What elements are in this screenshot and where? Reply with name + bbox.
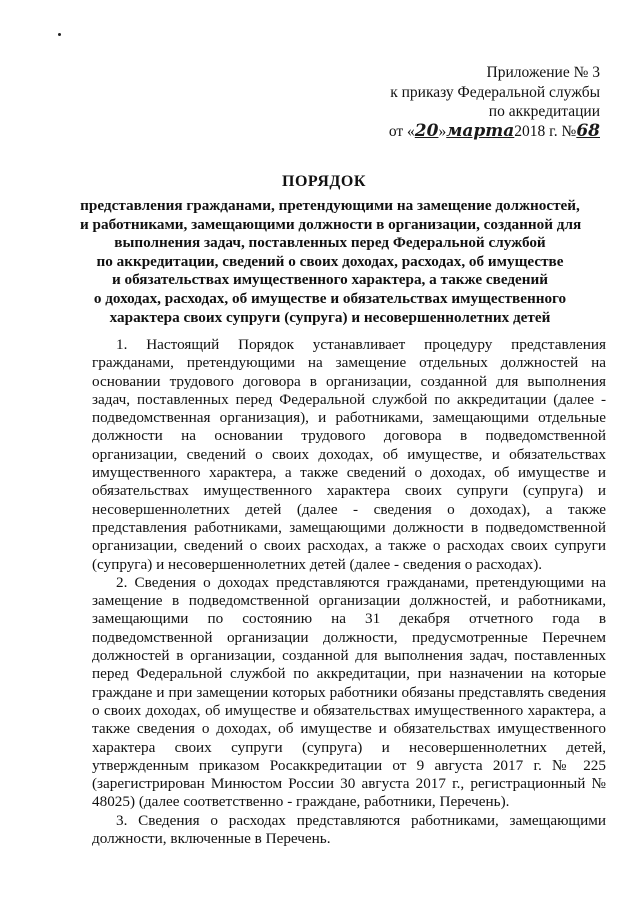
subtitle-line: и обязательствах имущественного характера, а также сведений bbox=[111, 271, 549, 289]
paragraph-1: 1. Настоящий Порядок устанавливает процедуру представления гражданами, претендующими на замещение отдельных должностей на основании трудового договора в организации, созданной для выполнения задач, поставленных перед Федеральной службой по аккредитации (далее - подведомственная организация), и работниками, замещающими отдельные должности на основании трудового договора в подведомственной организации, сведений о своих доходах, об имуществе, и обязательствах имущественного характера, а также сведений о доходах, об имуществе и обязательствах имущественного характера своих супруги (супруга) и несовершеннолетних детей (далее - сведения о доходах), а также представления работниками, замещающими должности в подведомственной организации, сведений о своих расходах, а также о расходах своих супруги (супруга) и несовершеннолетних детей (далее - сведения о расходах). bbox=[92, 336, 606, 573]
paragraph-2: 2. Сведения о доходах представляются гражданами, претендующими на замещение в подведомственной организации должностей, и работниками, замещающими по состоянию на 31 декабря отчетного года в подведомственной организации должности, предусмотренные Перечнем должностей в организации, созданной для выполнения задач, поставленных перед Федеральной службой по аккредитации, при назначении на которые граждане и при замещении которых работники обязаны представлять сведения о своих доходах, об имуществе и обязательствах имущественного характера, а также сведения о доходах, об имуществе и обязательствах имущественного характера своих супруги (супруга) и несовершеннолетних детей, утвержденным приказом Росаккредитации от 9 августа 2017 г. № 225 (зарегистрирован Минюстом России 30 августа 2017 г., регистрационный № 48025) (далее соответственно - граждане, работники, Перечень). bbox=[92, 573, 606, 811]
appendix-agency: по аккредитации bbox=[488, 103, 600, 120]
date-prefix: от « bbox=[388, 122, 415, 140]
subtitle-line: о доходах, расходах, об имуществе и обязательствах имущественного bbox=[93, 289, 567, 307]
date-quote: » bbox=[438, 122, 447, 140]
scan-dot-mark bbox=[58, 33, 61, 36]
appendix-number: Приложение № 3 bbox=[486, 64, 600, 81]
appendix-header bbox=[280, 63, 600, 141]
date-year: 2018 г. № bbox=[514, 122, 577, 140]
subtitle-line: и работниками, замещающими должности в организации, созданной для bbox=[80, 215, 582, 233]
subtitle-line: представления гражданами, претендующими на замещение должностей, bbox=[80, 197, 580, 214]
document-title: ПОРЯДОК bbox=[282, 173, 366, 190]
date-month-handwritten: марта bbox=[446, 120, 515, 141]
appendix-order-ref: к приказу Федеральной службы bbox=[390, 83, 600, 101]
subtitle-line: выполнения задач, поставленных перед Федеральной службой bbox=[114, 234, 546, 252]
document-body bbox=[92, 336, 606, 848]
paragraph-3: 3. Сведения о расходах представляются работниками, замещающими должности, включенные в Перечень. bbox=[92, 811, 606, 848]
date-day-handwritten: 20 bbox=[414, 120, 439, 141]
document-subtitle bbox=[80, 197, 580, 327]
date-number-handwritten: 68 bbox=[576, 120, 600, 141]
subtitle-line: по аккредитации, сведений о своих доходах, расходах, об имуществе bbox=[96, 252, 564, 270]
subtitle-line: характера своих супруги (супруга) и несовершеннолетних детей bbox=[109, 308, 551, 326]
appendix-date-line bbox=[280, 122, 600, 142]
